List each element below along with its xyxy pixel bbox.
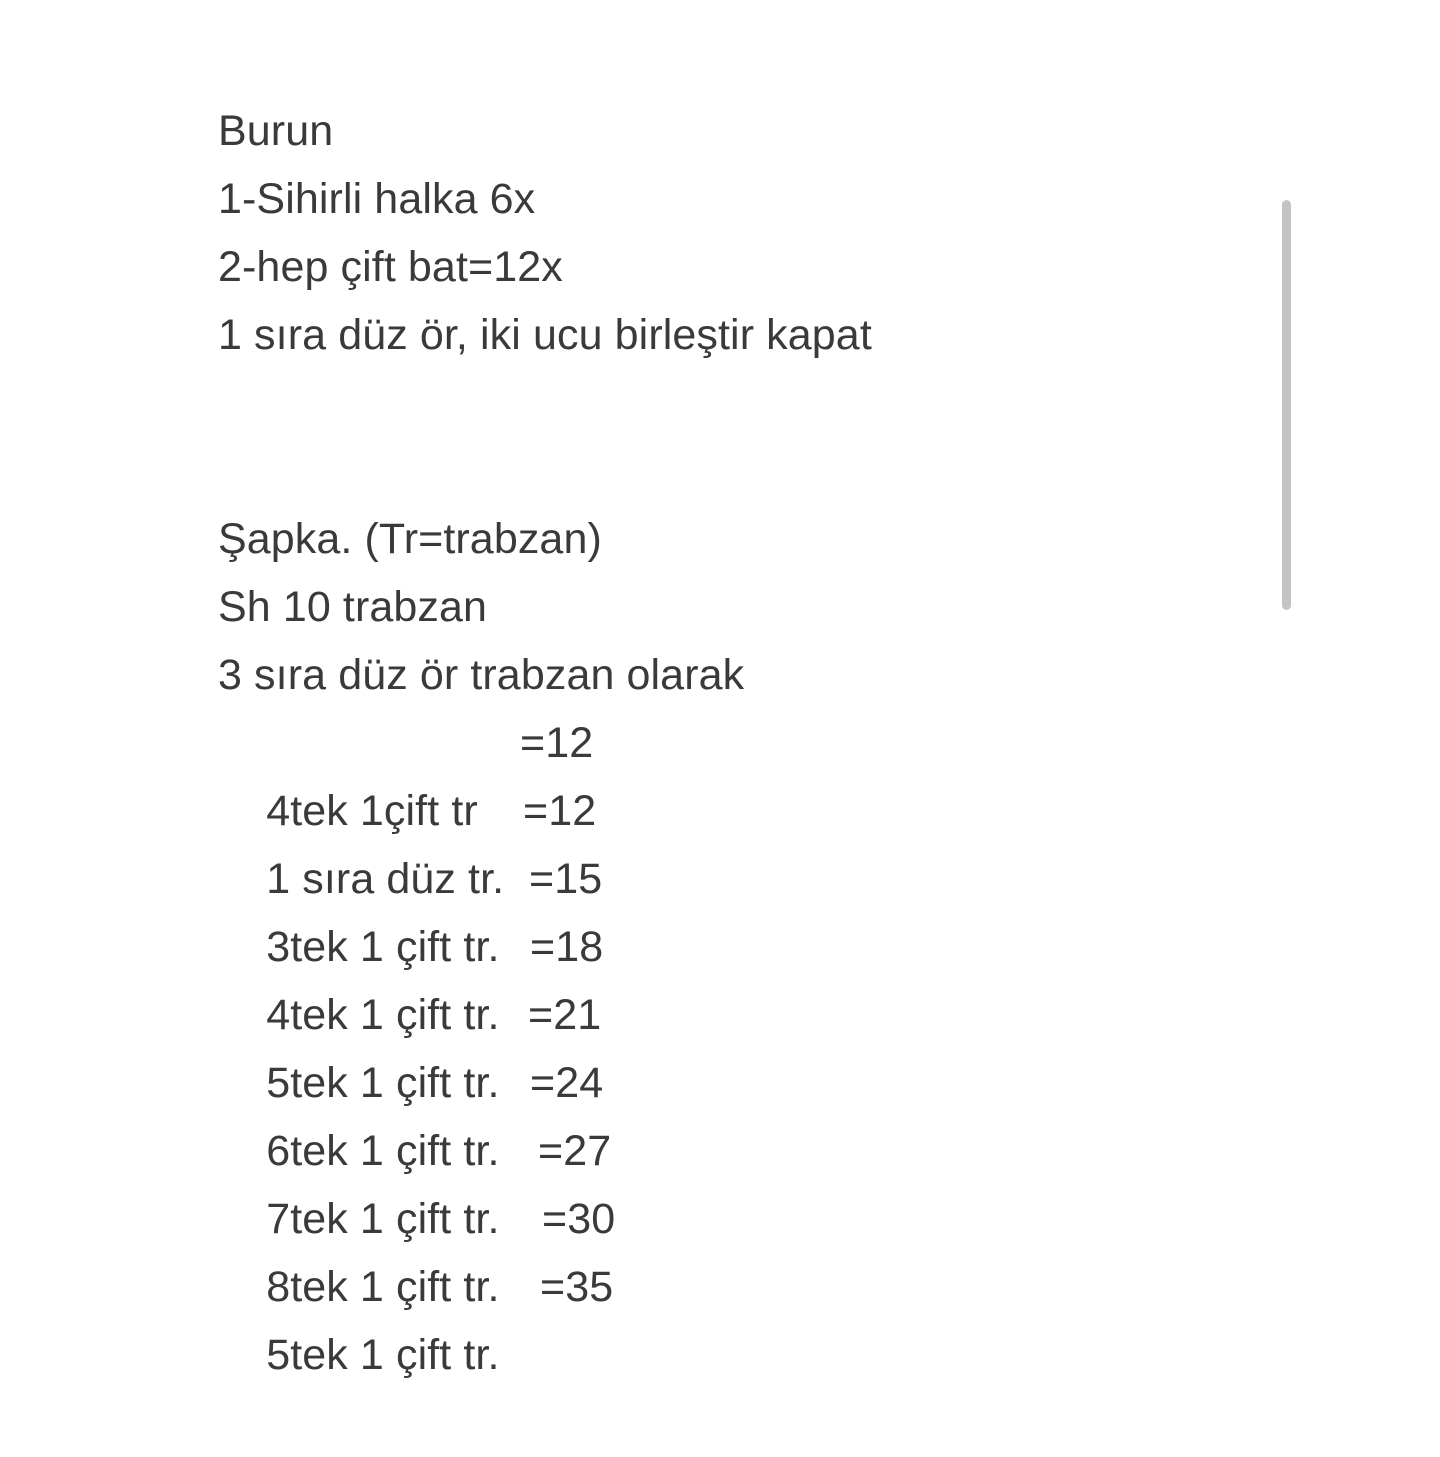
row-label: 8tek 1 çift tr.	[266, 1263, 500, 1311]
note-line: Sh 10 trabzan	[218, 583, 488, 631]
row-value: =30	[542, 1195, 616, 1243]
note-line-title-sapka: Şapka. (Tr=trabzan)	[218, 515, 602, 563]
row-label: 6tek 1 çift tr.	[266, 1127, 500, 1175]
row-value: =24	[530, 1059, 604, 1107]
row-value: =12	[523, 787, 597, 835]
vertical-scrollbar[interactable]	[1282, 200, 1291, 610]
row-label: 4tek 1çift tr	[266, 787, 478, 835]
row-value: =35	[540, 1263, 614, 1311]
note-line-title-burun: Burun	[218, 107, 334, 155]
row-label: 5tek 1 çift tr.	[266, 1331, 500, 1379]
row-label: 3tek 1 çift tr.	[266, 923, 500, 971]
row-value: =15	[529, 855, 603, 903]
row-value: =21	[528, 991, 602, 1039]
row-label: 7tek 1 çift tr.	[266, 1195, 500, 1243]
row-value: =27	[538, 1127, 612, 1175]
note-row	[218, 1253, 614, 1379]
row-label: 4tek 1 çift tr.	[266, 991, 500, 1039]
note-line: 1-Sihirli halka 6x	[218, 175, 536, 223]
row-value: =12	[520, 719, 594, 767]
row-label: 5tek 1 çift tr.	[266, 1059, 500, 1107]
note-line: 3 sıra düz ör trabzan olarak	[218, 651, 745, 699]
note-row	[218, 709, 594, 835]
note-line: 1 sıra düz ör, iki ucu birleştir kapat	[218, 311, 872, 359]
row-value: =18	[530, 923, 604, 971]
note-line: 2-hep çift bat=12x	[218, 243, 563, 291]
row-label: 1 sıra düz tr.	[266, 855, 505, 903]
